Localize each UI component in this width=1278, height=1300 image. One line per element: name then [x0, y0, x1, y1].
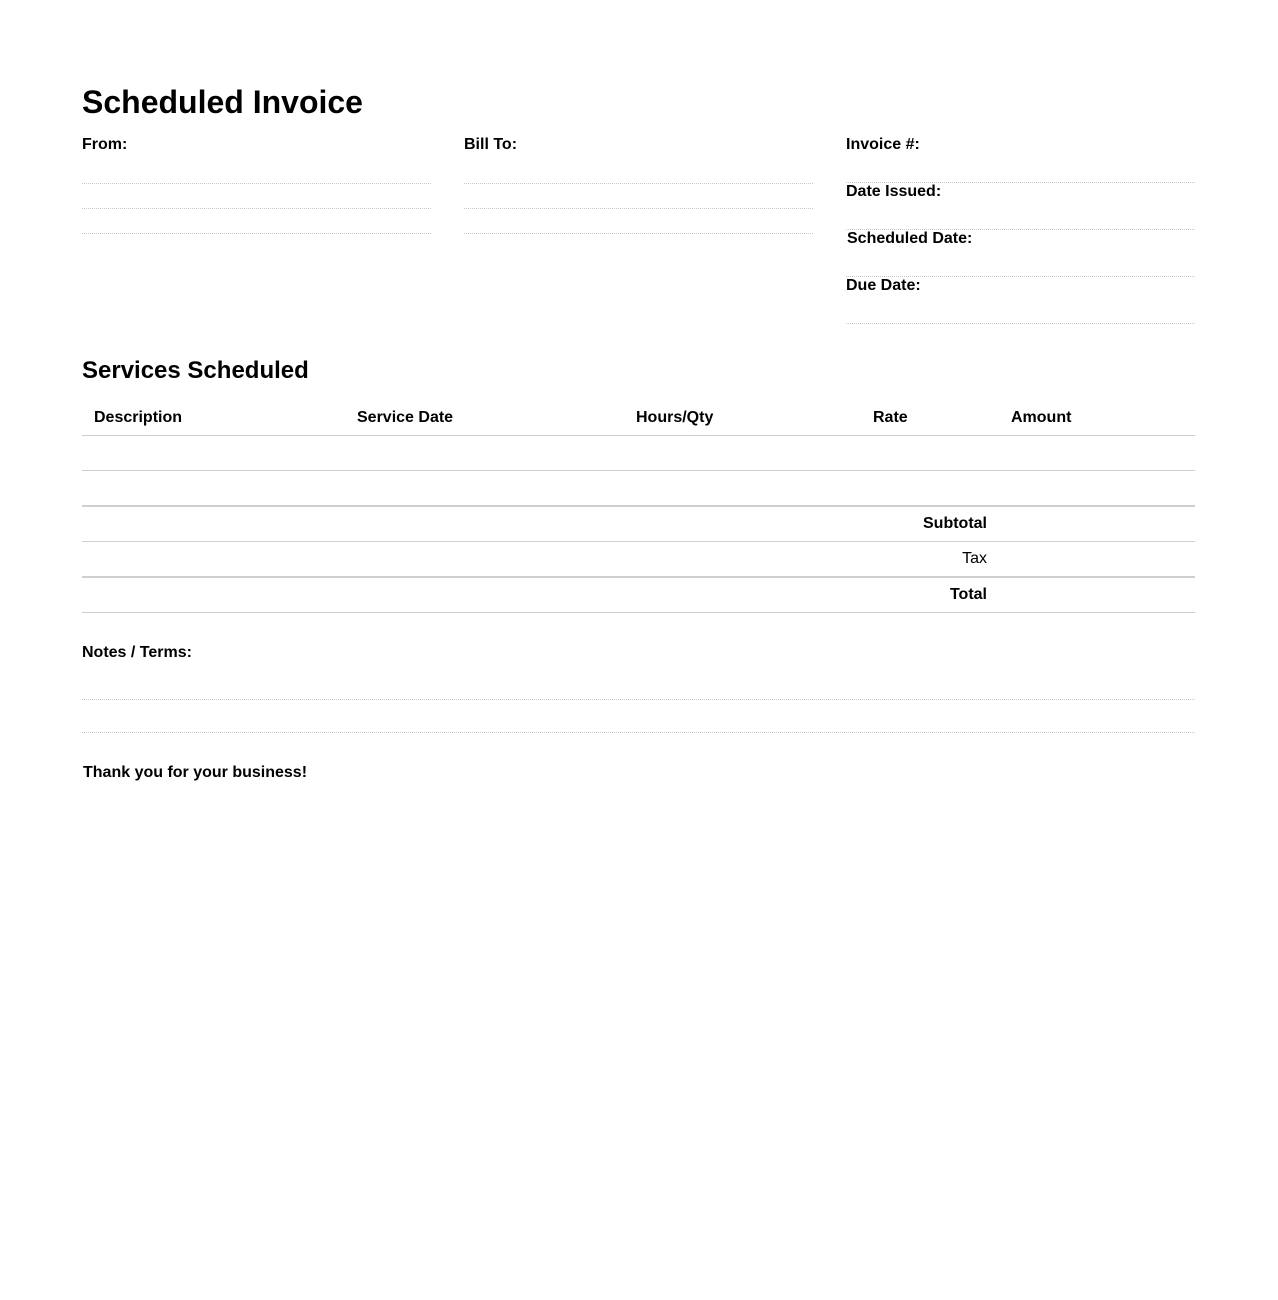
cell-amount[interactable]	[999, 471, 1195, 505]
scheduled-date-field[interactable]	[846, 230, 1195, 277]
invoice-number-label: Invoice #:	[846, 136, 920, 153]
cell-hours-qty[interactable]	[624, 471, 861, 505]
subtotal-label: Subtotal	[923, 515, 987, 532]
due-date-label: Due Date:	[846, 277, 921, 294]
from-label: From:	[82, 136, 128, 153]
column-header-rate: Rate	[873, 408, 908, 426]
bill-to-line-1[interactable]	[464, 183, 813, 184]
cell-service-date[interactable]	[345, 436, 624, 470]
bill-to-line-3[interactable]	[464, 233, 813, 234]
page-title: Scheduled Invoice	[82, 84, 363, 120]
invoice-number-field[interactable]	[846, 136, 1195, 183]
cell-rate[interactable]	[861, 471, 999, 505]
bill-to-section	[464, 136, 813, 154]
date-issued-field[interactable]	[846, 183, 1195, 230]
column-header-hours-qty: Hours/Qty	[636, 408, 714, 426]
column-header-description: Description	[94, 408, 183, 426]
notes-line-1[interactable]	[82, 699, 1195, 700]
table-row	[82, 436, 1195, 471]
column-header-service-date: Service Date	[357, 408, 454, 426]
from-line-1[interactable]	[82, 183, 431, 184]
table-row	[82, 471, 1195, 507]
cell-hours-qty[interactable]	[624, 436, 861, 470]
bill-to-label: Bill To:	[464, 136, 518, 153]
total-value[interactable]	[999, 578, 1195, 612]
from-section	[82, 136, 431, 154]
notes-label: Notes / Terms:	[82, 644, 192, 661]
scheduled-date-label: Scheduled Date:	[847, 230, 973, 247]
notes-line-2[interactable]	[82, 732, 1195, 733]
bill-to-line-2[interactable]	[464, 208, 813, 209]
from-line-3[interactable]	[82, 233, 431, 234]
cell-description[interactable]	[82, 471, 345, 505]
cell-amount[interactable]	[999, 436, 1195, 470]
column-header-amount: Amount	[1011, 408, 1072, 426]
cell-description[interactable]	[82, 436, 345, 470]
services-section-title: Services Scheduled	[82, 357, 309, 384]
subtotal-row	[82, 507, 1195, 542]
subtotal-value[interactable]	[999, 507, 1195, 541]
table-header-row	[82, 400, 1195, 436]
cell-rate[interactable]	[861, 436, 999, 470]
thank-you-message: Thank you for your business!	[83, 764, 308, 781]
tax-label: Tax	[962, 550, 987, 567]
total-label: Total	[949, 586, 987, 603]
tax-row	[82, 542, 1195, 578]
cell-service-date[interactable]	[345, 471, 624, 505]
total-row	[82, 578, 1195, 613]
date-issued-label: Date Issued:	[846, 183, 942, 200]
tax-value[interactable]	[999, 542, 1195, 576]
due-date-field[interactable]	[846, 277, 1195, 324]
from-line-2[interactable]	[82, 208, 431, 209]
